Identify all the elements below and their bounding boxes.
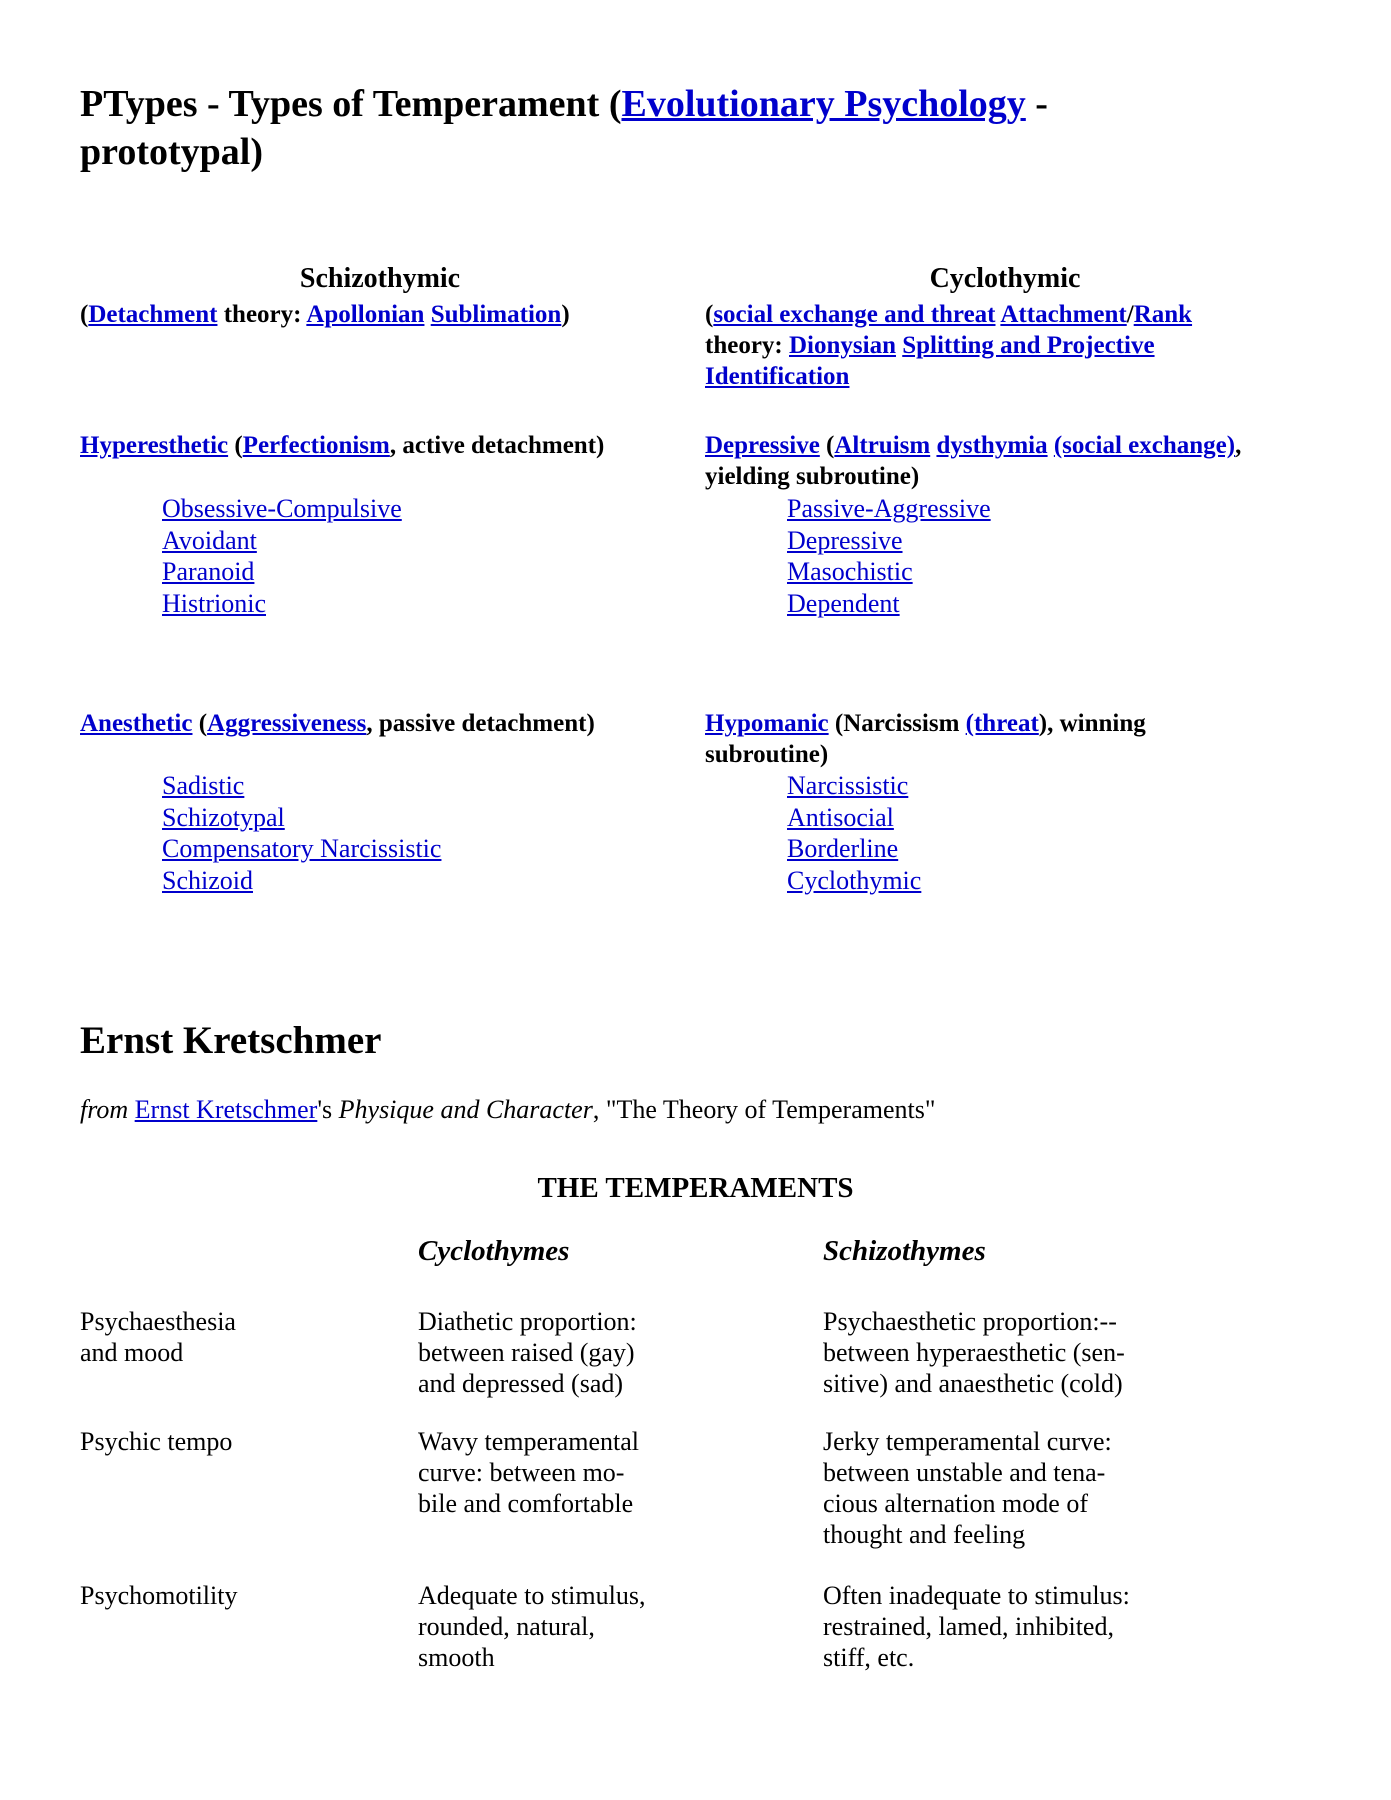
- hypomanic-group-title: Hypomanic (Narcissism (threat), winning subroutine): [705, 710, 1146, 768]
- cell-line: between unstable and tena-: [823, 1458, 1106, 1487]
- list-item-link[interactable]: Compensatory Narcissistic: [162, 834, 442, 863]
- cell-line: between hyperaesthetic (sen-: [823, 1338, 1125, 1367]
- cell-line: sitive) and anaesthetic (cold): [823, 1369, 1123, 1398]
- title-text: PTypes - Types of Temperament (: [80, 83, 622, 125]
- table-title: THE TEMPERAMENTS: [537, 1172, 854, 1204]
- depressive-list: [787, 493, 991, 619]
- perfectionism-link[interactable]: Perfectionism: [242, 432, 390, 459]
- cell-line: Adequate to stimulus,: [418, 1581, 646, 1610]
- cell-line: Often inadequate to stimulus:: [823, 1581, 1130, 1610]
- cell-line: thought and feeling: [823, 1520, 1026, 1549]
- list-item-link[interactable]: Paranoid: [162, 557, 255, 586]
- list-item-link[interactable]: Passive-Aggressive: [787, 494, 991, 523]
- hyperesthetic-link[interactable]: Hyperesthetic: [80, 432, 229, 459]
- depressive-group-title: Depressive (Altruism dysthymia (social exchange), yielding subroutine): [705, 432, 1242, 490]
- list-item-link[interactable]: Antisocial: [787, 802, 894, 832]
- list-item-link[interactable]: Sadistic: [162, 771, 245, 800]
- column-header-cyclothymes: Cyclothymes: [418, 1235, 570, 1267]
- cell-line: bile and comfortable: [418, 1489, 634, 1518]
- cell-line: between raised (gay): [418, 1338, 635, 1367]
- detachment-link[interactable]: Detachment: [88, 301, 218, 328]
- cell-line: Psychaesthesia: [80, 1307, 236, 1336]
- hypomanic-link[interactable]: Hypomanic: [705, 710, 829, 737]
- cell-line: Wavy temperamental: [418, 1427, 639, 1456]
- list-item-link[interactable]: Schizotypal: [162, 802, 285, 832]
- hyperesthetic-group-title: Hyperesthetic (Perfectionism, active detachment): [80, 432, 605, 459]
- list-item-link[interactable]: Masochistic: [787, 557, 913, 586]
- anesthetic-group-title: Anesthetic (Aggressiveness, passive detachment): [80, 710, 595, 737]
- table-cell-c1: [418, 1580, 798, 1673]
- list-item-link[interactable]: Obsessive-Compulsive: [162, 494, 402, 523]
- schizothymic-theory: (Detachment theory: Apollonian Sublimation): [80, 301, 570, 328]
- cell-line: restrained, lamed, inhibited,: [823, 1612, 1114, 1641]
- depressive-link[interactable]: Depressive: [705, 432, 820, 459]
- list-item-link[interactable]: Narcissistic: [787, 771, 909, 800]
- apollonian-link[interactable]: Apollonian: [306, 301, 425, 328]
- social-exchange-link[interactable]: (social exchange): [1053, 432, 1236, 459]
- dysthymia-link[interactable]: dysthymia: [936, 432, 1048, 459]
- cell-line: Psychic tempo: [80, 1427, 233, 1456]
- cell-line: cious alternation mode of: [823, 1489, 1088, 1518]
- list-item-link[interactable]: Borderline: [787, 834, 899, 863]
- title-text-end: - prototypal): [80, 83, 1048, 173]
- table-cell-c2: [823, 1426, 1283, 1550]
- cell-line: Diathetic proportion:: [418, 1307, 637, 1336]
- evolutionary-psychology-link[interactable]: Evolutionary Psychology: [621, 83, 1026, 125]
- ernst-kretschmer-link[interactable]: Ernst Kretschmer: [134, 1095, 318, 1124]
- table-cell-label: [80, 1580, 380, 1611]
- list-item-link[interactable]: Cyclothymic: [787, 865, 922, 895]
- table-cell-label: [80, 1426, 380, 1457]
- cell-line: and depressed (sad): [418, 1369, 624, 1398]
- hypomanic-list: [787, 770, 921, 896]
- hyperesthetic-list: [162, 493, 402, 619]
- cell-line: curve: between mo-: [418, 1458, 625, 1487]
- table-cell-c1: [418, 1426, 798, 1519]
- table-cell-c2: [823, 1306, 1283, 1399]
- cyclothymic-heading: Cyclothymic: [929, 263, 1081, 294]
- splitting-projective-identification-link[interactable]: Splitting and Projective Identification: [705, 332, 1155, 390]
- list-item-link[interactable]: Dependent: [787, 588, 900, 618]
- cell-line: stiff, etc.: [823, 1643, 915, 1672]
- cell-line: and mood: [80, 1338, 184, 1367]
- cell-line: Psychaesthetic proportion:--: [823, 1307, 1117, 1336]
- table-cell-label: [80, 1306, 380, 1368]
- threat-link[interactable]: (threat: [965, 710, 1039, 737]
- cyclothymic-theory: (social exchange and threat Attachment/Rank theory: Dionysian Splitting and Projective Identification: [705, 301, 1193, 390]
- altruism-link[interactable]: Altruism: [834, 432, 931, 459]
- list-item-link[interactable]: Histrionic: [162, 588, 266, 618]
- cell-line: Jerky temperamental curve:: [823, 1427, 1112, 1456]
- column-header-schizothymes: Schizothymes: [823, 1235, 986, 1267]
- anesthetic-link[interactable]: Anesthetic: [80, 710, 193, 737]
- source-citation: from Ernst Kretschmer's Physique and Character, "The Theory of Temperaments": [80, 1095, 936, 1124]
- section-heading-kretschmer: Ernst Kretschmer: [80, 1019, 382, 1062]
- social-exchange-threat-link[interactable]: social exchange and threat: [713, 301, 996, 328]
- cell-line: Psychomotility: [80, 1581, 238, 1610]
- sublimation-link[interactable]: Sublimation: [430, 301, 562, 328]
- page-title: [80, 80, 1140, 176]
- list-item-link[interactable]: Depressive: [787, 525, 903, 555]
- anesthetic-list: [162, 770, 441, 896]
- list-item-link[interactable]: Schizoid: [162, 865, 253, 895]
- cell-line: smooth: [418, 1643, 495, 1672]
- attachment-link[interactable]: Attachment: [1000, 301, 1127, 328]
- cell-line: rounded, natural,: [418, 1612, 595, 1641]
- dionysian-link[interactable]: Dionysian: [789, 332, 896, 359]
- rank-link[interactable]: Rank: [1133, 301, 1193, 328]
- aggressiveness-link[interactable]: Aggressiveness: [207, 710, 367, 737]
- list-item-link[interactable]: Avoidant: [162, 525, 257, 555]
- schizothymic-heading: Schizothymic: [299, 263, 461, 294]
- table-cell-c1: [418, 1306, 798, 1399]
- table-cell-c2: [823, 1580, 1283, 1673]
